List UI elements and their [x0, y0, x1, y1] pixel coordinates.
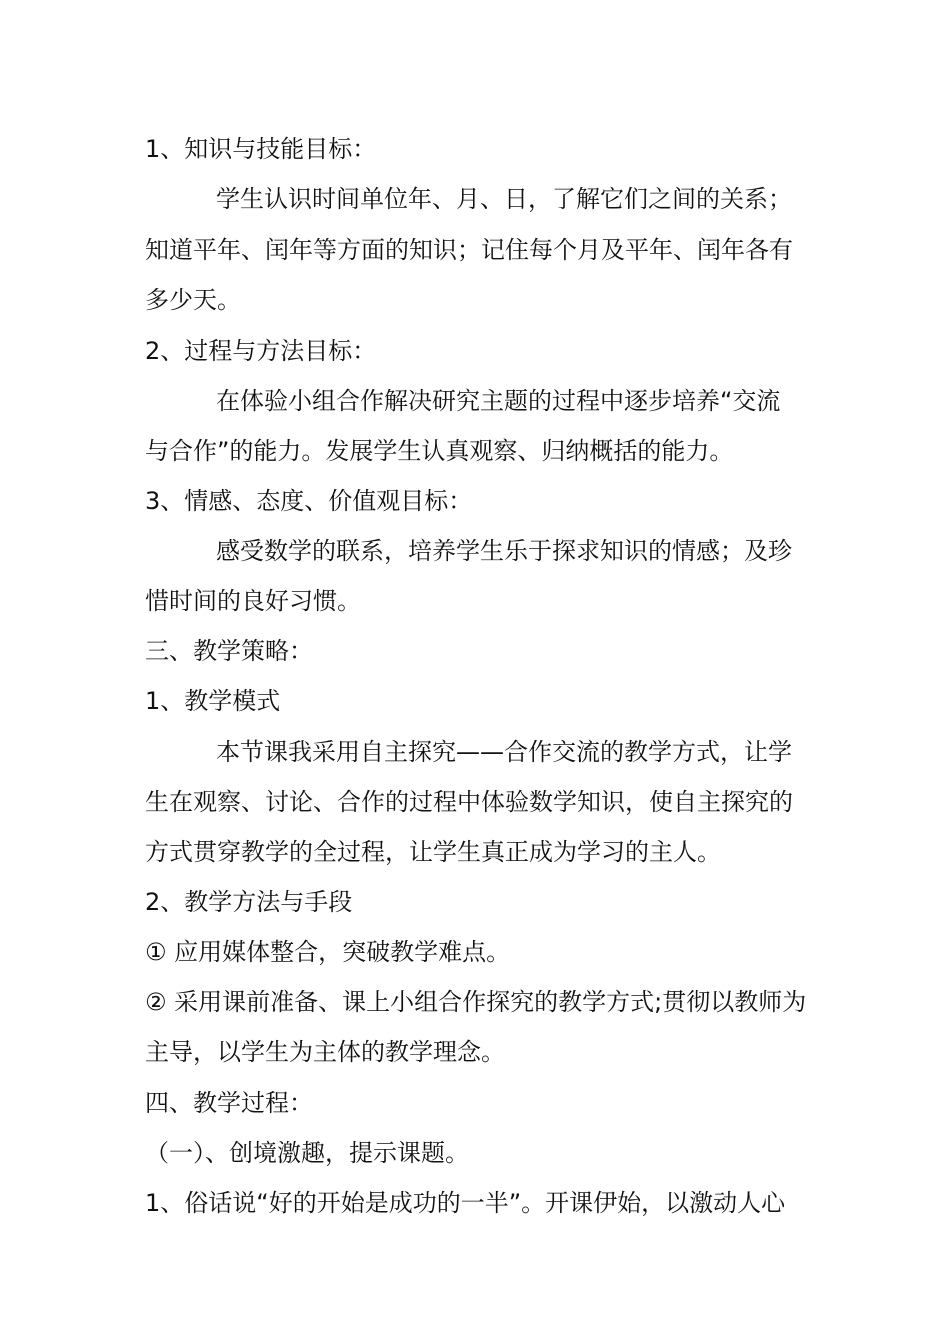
objective-1-text-line-3: 多少天。: [145, 286, 241, 314]
objective-3-text-line-1: 感受数学的联系，培养学生乐于探求知识的情感；及珍: [216, 537, 792, 565]
objective-2-heading: 2、过程与方法目标：: [145, 337, 377, 365]
objective-2-text-line-2: 与合作”的能力。发展学生认真观察、归纳概括的能力。: [145, 437, 734, 465]
teaching-mode-text-line-1: 本节课我采用自主探究——合作交流的教学方式，让学: [216, 738, 792, 766]
method-item-2-line-1: ② 采用课前准备、课上小组合作探究的教学方式;贯彻以教师为: [145, 988, 807, 1016]
objective-3-heading: 3、情感、态度、价值观目标：: [145, 487, 473, 515]
objective-1-text-line-1: 学生认识时间单位年、月、日，了解它们之间的关系；: [216, 185, 792, 213]
teaching-mode-heading: 1、教学模式: [145, 687, 281, 715]
method-item-2-line-2: 主导，以学生为主体的教学理念。: [145, 1038, 505, 1066]
objective-1-heading: 1、知识与技能目标：: [145, 135, 377, 163]
teaching-methods-heading: 2、教学方法与手段: [145, 888, 353, 916]
section-4-heading: 四、教学过程：: [145, 1089, 313, 1117]
objective-2-text-line-1: 在体验小组合作解决研究主题的过程中逐步培养“交流: [216, 387, 781, 415]
objective-3-text-line-2: 惜时间的良好习惯。: [145, 587, 361, 615]
process-item-1-line-1: 1、俗话说“好的开始是成功的一半”。开课伊始，以激动人心: [145, 1189, 786, 1217]
method-item-1: ① 应用媒体整合，突破教学难点。: [145, 938, 511, 966]
teaching-mode-text-line-3: 方式贯穿教学的全过程，让学生真正成为学习的主人。: [145, 838, 721, 866]
teaching-mode-text-line-2: 生在观察、讨论、合作的过程中体验数学知识，使自主探究的: [145, 788, 793, 816]
section-3-heading: 三、教学策略：: [145, 637, 313, 665]
subsection-1-heading: （一）、创境激趣，提示课题。: [145, 1139, 469, 1167]
objective-1-text-line-2: 知道平年、闰年等方面的知识；记住每个月及平年、闰年各有: [145, 236, 793, 264]
